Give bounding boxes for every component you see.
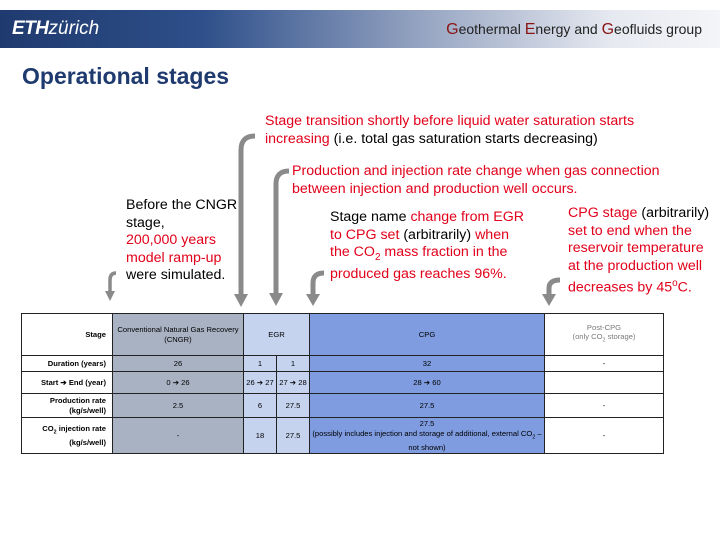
cpg-end-arrow-icon — [540, 276, 562, 309]
production-rate-label: Production rate (kg/s/well) — [22, 394, 113, 418]
rate-arrow-icon — [267, 167, 291, 309]
table-row — [22, 356, 664, 372]
cpg-header: CPG — [310, 314, 545, 356]
cell: 1 — [244, 356, 277, 372]
cell — [545, 372, 664, 394]
transition-note: Stage transition shortly before liquid water saturation starts increasing (i.e. total gas saturation starts decreasing) — [265, 113, 635, 147]
cell: 27.5 (possibly includes injection and storage of additional, external $CO_2$ – not shown) — [310, 418, 545, 454]
stages-table — [21, 313, 664, 454]
eth-logo: ETHzürich — [12, 18, 100, 39]
header-bar — [0, 10, 720, 48]
group-name: Geothermal Energy and Geofluids group — [446, 21, 702, 38]
duration-label: Duration (years) — [22, 356, 113, 372]
cngr-arrow-icon — [104, 270, 120, 304]
cell: 18 — [244, 418, 277, 454]
cell: - — [113, 418, 244, 454]
transition-arrow-icon — [231, 132, 257, 310]
cell: 6 — [244, 394, 277, 418]
egr-cpg-arrow-icon — [304, 269, 326, 309]
table-row — [22, 314, 664, 356]
egr-cpg-note: Stage name change from EGR to CPG set (arbitrarily) when the $CO_2$ mass fraction in the produced gas reaches 96%. — [330, 209, 525, 283]
cpg-end-note: CPG stage (arbitrarily) set to end when the reservoir temperature at the production well decreases by 45$^o$C. — [568, 205, 710, 296]
cell: 26 — [113, 356, 244, 372]
table-row — [22, 418, 664, 454]
post-cpg-header: Post-CPG (only $CO_2$ storage) — [545, 314, 664, 356]
cell: 0 ➔ 26 — [113, 372, 244, 394]
egr-header: EGR — [244, 314, 310, 356]
cell: 26 ➔ 27 — [244, 372, 277, 394]
cell: 27.5 — [277, 418, 310, 454]
cell: - — [545, 356, 664, 372]
cell: 27 ➔ 28 — [277, 372, 310, 394]
stage-label: Stage — [22, 314, 113, 356]
page-title: Operational stages — [22, 63, 230, 89]
cngr-header: Conventional Natural Gas Recovery (CNGR) — [113, 314, 244, 356]
cell: 1 — [277, 356, 310, 372]
cell: - — [545, 418, 664, 454]
injection-rate-label: $CO_2$ injection rate (kg/s/well) — [22, 418, 113, 454]
cell: 27.5 — [277, 394, 310, 418]
rate-change-note: Production and injection rate change when gas connection between injection and production well occurs. — [292, 163, 660, 197]
start-end-label: Start ➔ End (year) — [22, 372, 113, 394]
cngr-note: Before the CNGR stage, 200,000 years model ramp-up were simulated. — [126, 197, 238, 283]
table-row — [22, 394, 664, 418]
cell: 27.5 — [310, 394, 545, 418]
table-row — [22, 372, 664, 394]
cell: 28 ➔ 60 — [310, 372, 545, 394]
cell: 2.5 — [113, 394, 244, 418]
cell: - — [545, 394, 664, 418]
cell: 32 — [310, 356, 545, 372]
